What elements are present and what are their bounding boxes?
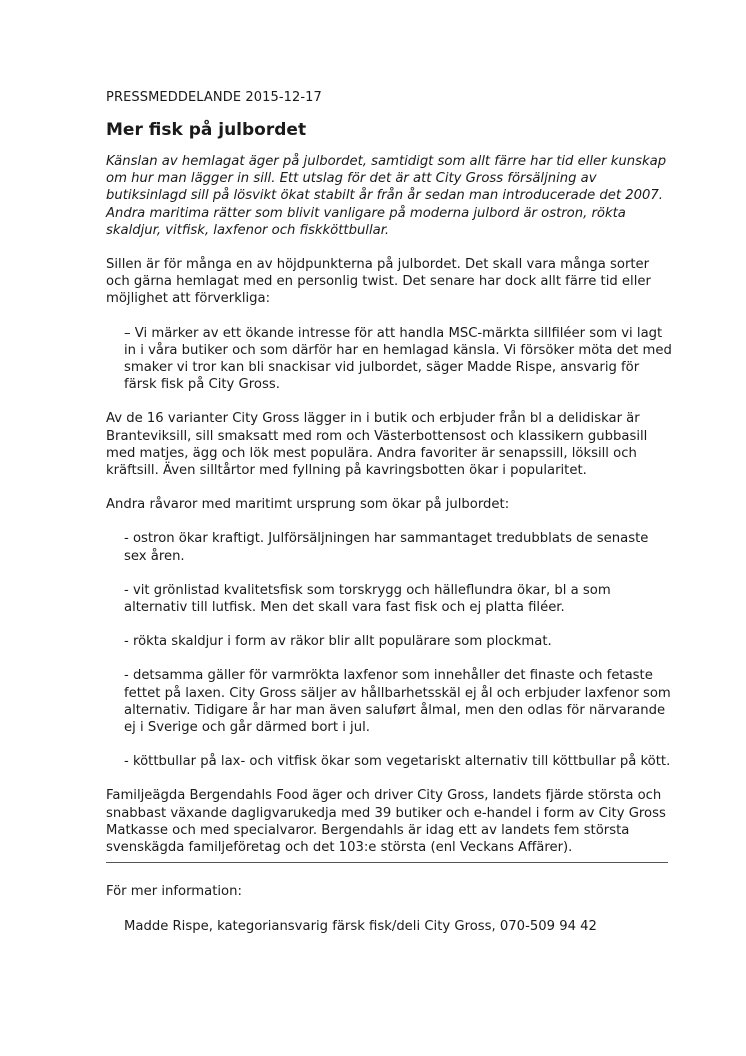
quote-paragraph: – Vi märker av ett ökande intresse för att handla MSC-märkta sillfiléer som vi lagt in i våra butiker och som därför har en hemlagad känsla. Vi försöker möta det med smaker vi tror kan bli snackisar vid julbordet, säger Madde Rispe, ansvarig för färsk fisk på City Gross.: [124, 325, 672, 393]
page-title: Mer fisk på julbordet: [106, 120, 307, 140]
body-paragraph-1: Sillen är för många en av höjdpunkterna på julbordet. Det skall vara många sorter och gärna hemlagat med en personlig twist. Det senare har dock allt färre tid eller möjlighet att förverkliga:: [106, 257, 651, 307]
lead-paragraph: Känslan av hemlagat äger på julbordet, samtidigt som allt färre har tid eller kunskap om hur man lägger in sill. Ett utslag för det är att City Gross försäljning av butiksinlagd sill på lösvikt ökat stabilt år från år sedan man introducerade det 2007. Andra maritima rätter som blivit vanligare på moderna julbord är ostron, rökta skaldjur, vitfisk, laxfenor och fiskköttbullar.: [106, 154, 667, 238]
press-release-page: [106, 90, 672, 935]
divider-line: [106, 862, 668, 863]
company-paragraph: Familjeägda Bergendahls Food äger och driver City Gross, landets fjärde största och snabbast växande dagligvarukedja med 39 butiker och e-handel i form av City Gross Matkasse och med specialvaror. Bergendahls är idag ett av landets fem största svenskägda familjeföretag och det 103:e största (enl Veckans Affärer).: [106, 788, 666, 856]
list-item: - köttbullar på lax- och vitfisk ökar som vegetariskt alternativ till köttbullar på kött.: [124, 754, 671, 770]
contact-line: Madde Rispe, kategoriansvarig färsk fisk/deli City Gross, 070-509 94 42: [124, 918, 597, 934]
list-item: - detsamma gäller för varmrökta laxfenor som innehåller det finaste och fetaste fettet på laxen. City Gross säljer av hållbarhetsskäl ej ål och erbjuder laxfenor som alternativ. Tidigare år har man även saluført ålmal, men den odlas för närvarande ej i Sverige och går därmed bort i jul.: [124, 668, 671, 736]
list-item: - vit grönlistad kvalitetsfisk som torskrygg och hälleflundra ökar, bl a som alternativ till lutfisk. Men det skall vara fast fisk och ej platta filéer.: [124, 582, 611, 616]
list-item: - rökta skaldjur i form av räkor blir allt populärare som plockmat.: [124, 634, 552, 650]
contact-heading: För mer information:: [106, 884, 242, 900]
body-paragraph-2: Av de 16 varianter City Gross lägger in i butik och erbjuder från bl a delidiskar är Branteviksill, sill smaksatt med rom och Västerbottensost och klassikern gubbasill med matjes, ägg och lök mest populära. Andra favoriter är senapssill, löksill och kräftsill. Även silltårtor med fyllning på kavringsbotten ökar i popularitet.: [106, 411, 648, 479]
list-item: - ostron ökar kraftigt. Julförsäljningen har sammantaget tredubblats de senaste sex åren.: [124, 531, 649, 564]
body-paragraph-3: Andra råvaror med maritimt ursprung som ökar på julbordet:: [106, 497, 510, 513]
dateline: PRESSMEDDELANDE 2015-12-17: [106, 90, 322, 105]
bullet-list: [106, 530, 672, 770]
